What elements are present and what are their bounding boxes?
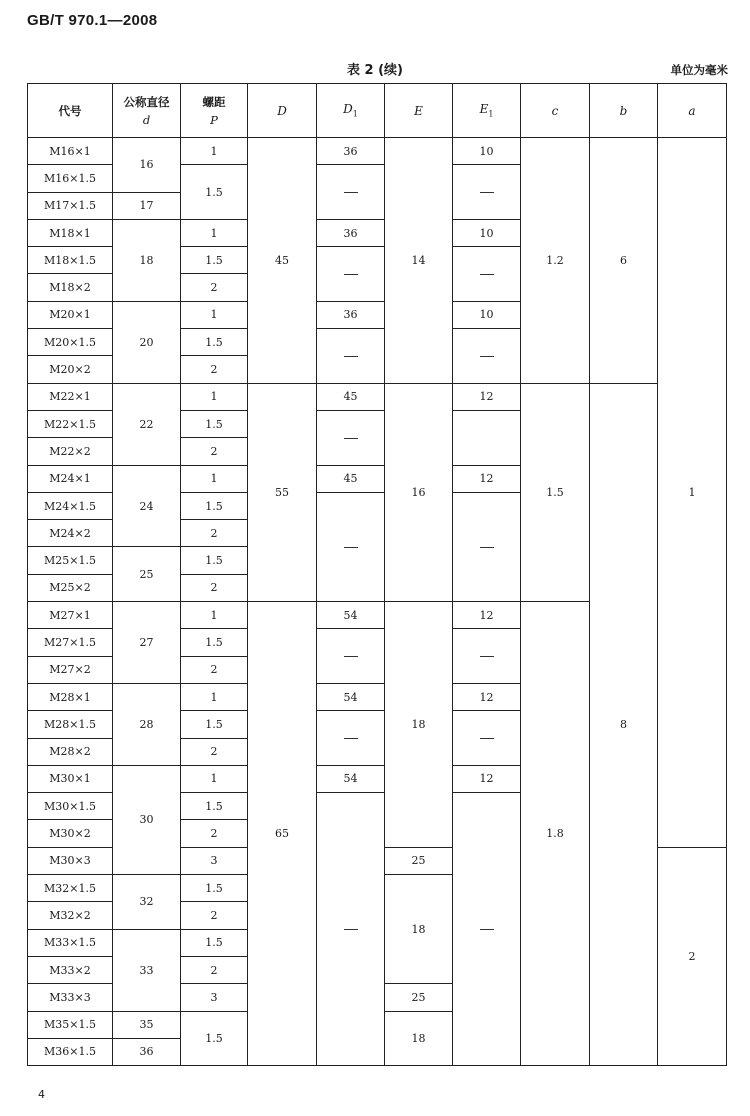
pitch-cell: 1 bbox=[181, 602, 248, 629]
code-cell: M27×2 bbox=[28, 656, 113, 683]
code-cell: M16×1 bbox=[28, 138, 113, 165]
D1-cell: 45 bbox=[317, 383, 385, 410]
E1-dash-cell bbox=[453, 329, 521, 384]
d-cell: 24 bbox=[113, 465, 181, 547]
col-header-D: D bbox=[248, 84, 317, 138]
E1-cell: 12 bbox=[453, 765, 521, 792]
dash-mark bbox=[344, 738, 358, 739]
E1-cell: 12 bbox=[453, 602, 521, 629]
dash-mark bbox=[480, 738, 494, 739]
pitch-cell: 1 bbox=[181, 683, 248, 710]
thread-dimension-table bbox=[27, 83, 727, 1066]
E1-dash-cell bbox=[453, 165, 521, 220]
pitch-cell: 2 bbox=[181, 274, 248, 301]
code-cell: M30×3 bbox=[28, 847, 113, 874]
E1-cell: 12 bbox=[453, 683, 521, 710]
pitch-cell: 1.5 bbox=[181, 1011, 248, 1066]
d-cell: 32 bbox=[113, 875, 181, 930]
pitch-cell: 2 bbox=[181, 520, 248, 547]
pitch-cell: 1 bbox=[181, 219, 248, 246]
pitch-cell: 1.5 bbox=[181, 629, 248, 656]
d-cell: 22 bbox=[113, 383, 181, 465]
D1-dash-cell bbox=[317, 247, 385, 302]
pitch-cell: 2 bbox=[181, 820, 248, 847]
c-cell: 1.2 bbox=[521, 138, 590, 384]
col-header-code: 代号 bbox=[28, 84, 113, 138]
unit-note: 单位为毫米 bbox=[670, 63, 728, 77]
col-header-nominal-diameter: 公称直径 d bbox=[113, 84, 181, 138]
E-cell: 18 bbox=[385, 875, 453, 984]
code-cell: M18×2 bbox=[28, 274, 113, 301]
col-header-D1: $D_1$ bbox=[317, 84, 385, 138]
code-cell: M20×2 bbox=[28, 356, 113, 383]
code-cell: M28×1 bbox=[28, 683, 113, 710]
E1-cell: 12 bbox=[453, 465, 521, 492]
code-cell: M25×2 bbox=[28, 574, 113, 601]
pitch-cell: 2 bbox=[181, 738, 248, 765]
E-cell: 25 bbox=[385, 847, 453, 874]
code-cell: M17×1.5 bbox=[28, 192, 113, 219]
b-cell: 8 bbox=[590, 383, 658, 1065]
E1-dash-cell bbox=[453, 711, 521, 766]
dash-mark bbox=[480, 656, 494, 657]
E1-cell: 10 bbox=[453, 138, 521, 165]
col-header-pitch: 螺距 P bbox=[181, 84, 248, 138]
a-cell: 1 bbox=[658, 138, 727, 848]
col-header-E1: $E_1$ bbox=[453, 84, 521, 138]
b-cell: 6 bbox=[590, 138, 658, 384]
code-cell: M20×1.5 bbox=[28, 329, 113, 356]
E1-dash-cell bbox=[453, 247, 521, 302]
pitch-cell: 1.5 bbox=[181, 875, 248, 902]
c-cell: 1.8 bbox=[521, 602, 590, 1066]
D1-dash-cell bbox=[317, 711, 385, 766]
code-cell: M25×1.5 bbox=[28, 547, 113, 574]
pitch-cell: 1.5 bbox=[181, 711, 248, 738]
code-cell: M16×1.5 bbox=[28, 165, 113, 192]
E1-dash-cell bbox=[453, 629, 521, 684]
d-cell: 30 bbox=[113, 765, 181, 874]
d-cell: 16 bbox=[113, 138, 181, 193]
pitch-cell: 2 bbox=[181, 438, 248, 465]
code-cell: M20×1 bbox=[28, 301, 113, 328]
table-title: 表 2 (续) bbox=[347, 63, 403, 78]
code-cell: M30×1.5 bbox=[28, 793, 113, 820]
E1-dash-cell bbox=[453, 492, 521, 601]
D-cell: 45 bbox=[248, 138, 317, 384]
pitch-cell: 1.5 bbox=[181, 410, 248, 437]
D1-cell: 36 bbox=[317, 138, 385, 165]
d-cell: 36 bbox=[113, 1038, 181, 1065]
dash-mark bbox=[344, 656, 358, 657]
col-header-E: E bbox=[385, 84, 453, 138]
dash-mark bbox=[344, 192, 358, 193]
D1-cell: 45 bbox=[317, 465, 385, 492]
dash-mark bbox=[480, 929, 494, 930]
code-cell: M30×2 bbox=[28, 820, 113, 847]
dash-mark bbox=[344, 274, 358, 275]
page-number: 4 bbox=[38, 1088, 45, 1101]
header-row bbox=[28, 84, 727, 138]
pitch-cell: 1 bbox=[181, 301, 248, 328]
D1-dash-cell bbox=[317, 629, 385, 684]
table-row bbox=[28, 383, 727, 410]
dash-mark bbox=[480, 274, 494, 275]
pitch-cell: 1 bbox=[181, 138, 248, 165]
pitch-cell: 2 bbox=[181, 956, 248, 983]
dash-mark bbox=[344, 547, 358, 548]
code-cell: M24×1.5 bbox=[28, 492, 113, 519]
standard-number: GB/T 970.1—2008 bbox=[27, 12, 158, 29]
table-row bbox=[28, 138, 727, 165]
D1-dash-cell bbox=[317, 329, 385, 384]
code-cell: M28×2 bbox=[28, 738, 113, 765]
d-cell: 35 bbox=[113, 1011, 181, 1038]
E-cell: 18 bbox=[385, 602, 453, 848]
pitch-cell: 1 bbox=[181, 383, 248, 410]
a-cell: 2 bbox=[658, 847, 727, 1065]
d-cell: 27 bbox=[113, 602, 181, 684]
pitch-cell: 1.5 bbox=[181, 165, 248, 220]
pitch-cell: 1 bbox=[181, 765, 248, 792]
D1-dash-cell bbox=[317, 410, 385, 465]
code-cell: M32×1.5 bbox=[28, 875, 113, 902]
D1-cell: 36 bbox=[317, 301, 385, 328]
col-header-b: b bbox=[590, 84, 658, 138]
c-cell: 1.5 bbox=[521, 383, 590, 601]
d-cell: 33 bbox=[113, 929, 181, 1011]
dash-mark bbox=[344, 438, 358, 439]
code-cell: M33×2 bbox=[28, 956, 113, 983]
code-cell: M32×2 bbox=[28, 902, 113, 929]
code-cell: M22×1 bbox=[28, 383, 113, 410]
E1-empty-cell bbox=[453, 410, 521, 465]
col-header-a: a bbox=[658, 84, 727, 138]
D-cell: 55 bbox=[248, 383, 317, 601]
code-cell: M30×1 bbox=[28, 765, 113, 792]
E-cell: 16 bbox=[385, 383, 453, 601]
E-cell: 14 bbox=[385, 138, 453, 384]
code-cell: M33×1.5 bbox=[28, 929, 113, 956]
pitch-cell: 1.5 bbox=[181, 247, 248, 274]
dash-mark bbox=[344, 929, 358, 930]
code-cell: M33×3 bbox=[28, 984, 113, 1011]
code-cell: M24×2 bbox=[28, 520, 113, 547]
pitch-cell: 1.5 bbox=[181, 929, 248, 956]
pitch-cell: 2 bbox=[181, 356, 248, 383]
dash-mark bbox=[344, 356, 358, 357]
D-cell: 65 bbox=[248, 602, 317, 1066]
d-cell: 25 bbox=[113, 547, 181, 602]
D1-cell: 36 bbox=[317, 219, 385, 246]
code-cell: M22×2 bbox=[28, 438, 113, 465]
D1-cell: 54 bbox=[317, 683, 385, 710]
E1-dash-cell bbox=[453, 793, 521, 1066]
d-cell: 28 bbox=[113, 683, 181, 765]
pitch-cell: 1.5 bbox=[181, 329, 248, 356]
code-cell: M35×1.5 bbox=[28, 1011, 113, 1038]
col-header-c: c bbox=[521, 84, 590, 138]
pitch-cell: 1.5 bbox=[181, 492, 248, 519]
E1-cell: 12 bbox=[453, 383, 521, 410]
pitch-cell: 1.5 bbox=[181, 547, 248, 574]
d-cell: 20 bbox=[113, 301, 181, 383]
D1-dash-cell bbox=[317, 793, 385, 1066]
d-cell: 17 bbox=[113, 192, 181, 219]
code-cell: M18×1 bbox=[28, 219, 113, 246]
pitch-cell: 3 bbox=[181, 984, 248, 1011]
pitch-cell: 1.5 bbox=[181, 793, 248, 820]
E1-cell: 10 bbox=[453, 301, 521, 328]
E-cell: 18 bbox=[385, 1011, 453, 1066]
code-cell: M27×1 bbox=[28, 602, 113, 629]
code-cell: M36×1.5 bbox=[28, 1038, 113, 1065]
pitch-cell: 2 bbox=[181, 902, 248, 929]
pitch-cell: 1 bbox=[181, 465, 248, 492]
code-cell: M24×1 bbox=[28, 465, 113, 492]
pitch-cell: 3 bbox=[181, 847, 248, 874]
code-cell: M22×1.5 bbox=[28, 410, 113, 437]
d-cell: 18 bbox=[113, 219, 181, 301]
E1-cell: 10 bbox=[453, 219, 521, 246]
pitch-cell: 2 bbox=[181, 574, 248, 601]
pitch-cell: 2 bbox=[181, 656, 248, 683]
code-cell: M18×1.5 bbox=[28, 247, 113, 274]
dash-mark bbox=[480, 356, 494, 357]
E-cell: 25 bbox=[385, 984, 453, 1011]
dash-mark bbox=[480, 192, 494, 193]
D1-dash-cell bbox=[317, 492, 385, 601]
D1-cell: 54 bbox=[317, 602, 385, 629]
D1-cell: 54 bbox=[317, 765, 385, 792]
code-cell: M28×1.5 bbox=[28, 711, 113, 738]
dash-mark bbox=[480, 547, 494, 548]
code-cell: M27×1.5 bbox=[28, 629, 113, 656]
D1-dash-cell bbox=[317, 165, 385, 220]
